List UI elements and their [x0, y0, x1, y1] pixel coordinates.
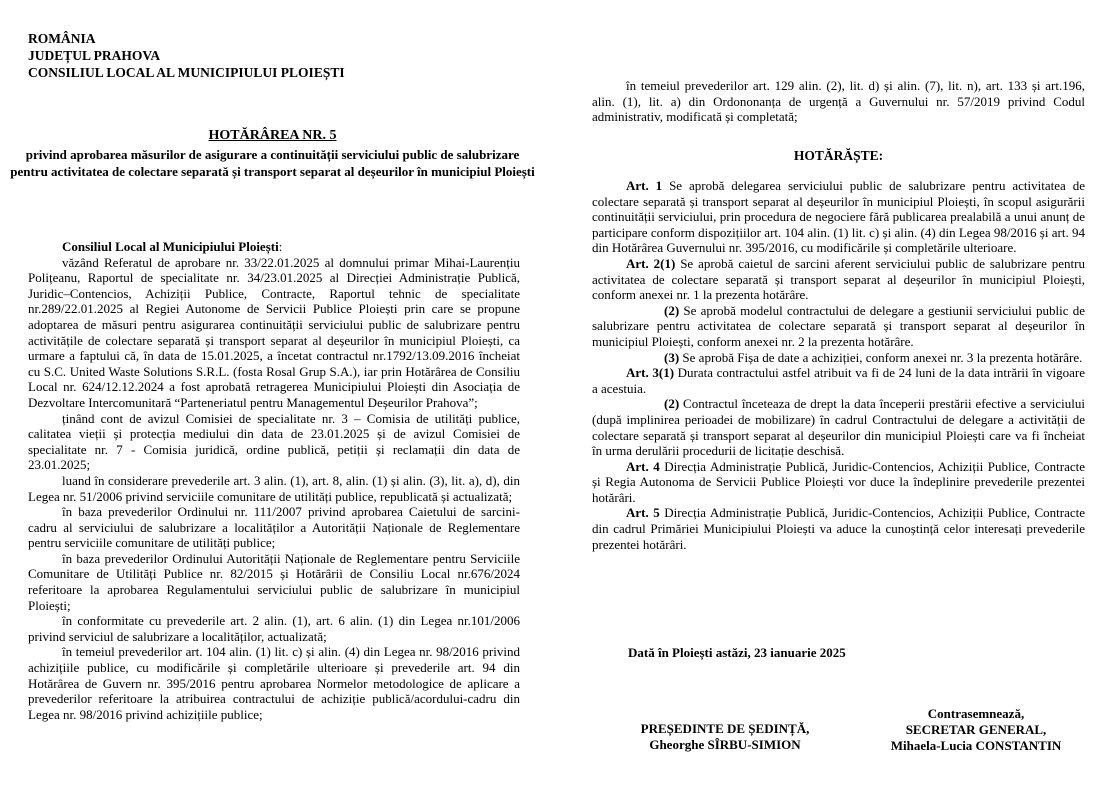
article-1-text: Se aprobă delegarea serviciului public de salubrizare pentru activitatea de colectare separată și transport separat al deșeurilor în municipiul Ploiești, în scopul asigurării continuității serviciului, prin procedura de negociere fără publicarea prealabilă a unui anunț de participare conform dispozițiilor art. 104 alin. (1) lit. c) și alin. (4) din Legea 98/2016 și art. 94 din Hotărârea Guvernului nr. 395/2016, cu modificările și completările ulterioare. — [592, 178, 1085, 256]
preamble-paragraph-1: văzând Referatul de aprobare nr. 33/22.01.2025 al domnului primar Mihai-Laurențiu Polițeanu, Raportul de specialitate nr. 34/23.01.2025 al Direcției Administrație Publică, Juridic–Contencios, Achiziții Publice, Contracte, Raportul tehnic de specialitate nr.289/22.01.2025 al Regiei Autonome de Servicii Publice Ploiești prin care se propune adoptarea de măsuri pentru asigurarea continuității serviciului public de salubrizare pentru activitățile de colectare separată și transport separat al deșeurilor în municipiul Ploiești, ca urmare a faptului că, în data de 15.01.2025, a încetat contractul nr.1792/13.09.2016 încheiat cu S.C. United Waste Solutions S.R.L. (fosta Rosal Grup S.A.), iar prin Hotărârea de Consiliu Local nr. 624/12.12.2024 a fost aprobată retragerea Municipiului Ploiești din Asociația de Dezvoltare Intercomunitară “Parteneriatul pentru Managementul Deșeurilor Prahova”; — [28, 254, 520, 410]
intro-colon: : — [278, 239, 283, 254]
article-2-label: Art. 2(1) — [626, 255, 676, 271]
secretary-name: Mihaela-Lucia CONSTANTIN — [890, 738, 1062, 753]
article-1-label: Art. 1 — [626, 178, 663, 193]
decision-number: HOTĂRÂREA NR. 5 — [208, 128, 337, 143]
document-header — [28, 30, 345, 81]
article-2-2 — [592, 303, 1085, 350]
president-signature-block — [625, 721, 825, 753]
article-2-3 — [592, 350, 1085, 366]
article-2-text: Se aprobă caietul de sarcini aferent serviciului public de salubrizare pentru activitatea de colectare separată și transport separat al deșeurilor în municipiul Ploiești, conform anexei nr. 1 la prezenta hotărâre. — [592, 255, 1085, 303]
article-3-text: Durata contractului astfel atribuit va fi de 24 luni de la data intrării în vigoare a acestuia. — [592, 365, 1085, 396]
article-5 — [592, 505, 1085, 552]
article-4-label: Art. 4 — [626, 458, 660, 474]
preamble-paragraph-2: ținând cont de avizul Comisiei de specialitate nr. 3 – Comisia de utilități publice, calitatea vieții și protecția mediului din data de 23.01.2025 și de avizul Comisiei de specialitate nr. 7 - Comisia juridică, ordine publică, petiții și reclamații din data de 23.01.2025; — [28, 410, 520, 473]
article-4 — [592, 459, 1085, 506]
preamble-paragraph-8: în temeiul prevederilor art. 129 alin. (2), lit. d) și alin. (7), lit. n), art. 133 și art.196, alin. (1), lit. a) din Ordononanța de urgență a Guvernului nr. 57/2019 privind Codul administrativ, modificată și completată; — [592, 78, 1085, 125]
article-4-text: Direcția Administrație Publică, Juridic-Contencios, Achiziții Publice, Contracte și Regia Autonoma de Servicii Publice Ploiești vor duce la îndeplinire prevederile prezentei hotărâri. — [592, 458, 1085, 505]
president-title: PREȘEDINTE DE ȘEDINȚĂ, — [640, 721, 810, 736]
president-name: Gheorghe SÎRBU-SIMION — [649, 737, 801, 752]
article-3-2-label: (2) — [664, 396, 680, 412]
article-2-2-label: (2) — [664, 302, 680, 318]
article-3-1 — [592, 365, 1085, 396]
preamble-paragraph-7: în temeiul prevederilor art. 104 alin. (1) lit. c) și alin. (4) din Legea nr. 98/2016 privind achizițiile publice, cu modificările și completările ulterioare și prevederile art. 94 din Hotărârea de Guvern nr. 395/2016 pentru aprobarea Normelor metodologice de aplicare a prevederilor referitoare la atribuirea contractului de achiziție publică/acordului-cadru din Legea nr. 98/2016 privind achizițiile publice; — [28, 644, 520, 722]
secretary-signature-block — [878, 706, 1074, 754]
header-county: JUDEȚUL PRAHOVA — [28, 48, 161, 63]
decision-subject: privind aprobarea măsurilor de asigurare a continuității serviciului public de salubrizare pentru activitatea de colectare separată și transport separat al deșeurilor în municipiul Ploiești — [10, 147, 535, 179]
preamble-paragraph-3: luand în considerare prevederile art. 3 alin. (1), art. 8, alin. (1) și alin. (3), lit. a), d), din Legea nr. 51/2006 privind serviciile comunitare de utilități publice, republicată și actualizată; — [28, 472, 520, 504]
preamble-column — [28, 239, 520, 722]
article-3-2 — [592, 396, 1085, 458]
preamble-paragraph-6: în conformitate cu prevederile art. 2 alin. (1), art. 6 alin. (1) din Legea nr.101/2006 privind serviciul de salubrizare a localităților, actualizată; — [28, 613, 520, 644]
council-label: Consiliul Local al Municipiului Ploiești — [62, 239, 279, 254]
article-2-3-text: Se aprobă Fișa de date a achiziției, conform anexei nr. 3 la prezenta hotărâre. — [679, 349, 1083, 365]
preamble-continuation — [592, 78, 1085, 125]
secretary-title: SECRETAR GENERAL, — [905, 722, 1047, 737]
articles-column — [592, 178, 1085, 552]
header-country: ROMÂNIA — [28, 31, 96, 46]
article-3-label: Art. 3(1) — [626, 365, 675, 381]
preamble-paragraph-5: în baza prevederilor Ordinului Autorității Naționale de Reglementare pentru Serviciile Comunitare de Utilități Publice nr. 82/2015 și Hotărârii de Consiliu Local nr.676/2024 referitoare la aprobarea Regulamentului serviciului public de salubrizare în municipiul Ploiești; — [28, 550, 520, 613]
header-council: CONSILIUL LOCAL AL MUNICIPIULUI PLOIEȘTI — [28, 65, 345, 80]
decides-heading: HOTĂRĂȘTE: — [793, 148, 884, 163]
preamble-intro — [28, 239, 520, 255]
countersign-label: Contrasemnează, — [927, 706, 1025, 721]
preamble-paragraph-4: în baza prevederilor Ordinului nr. 111/2007 privind aprobarea Caietului de sarcini-cadru al serviciului de salubrizare a localităților a Autorității Naționale de Reglementare pentru serviciile comunitare de utilități publice; — [28, 504, 520, 551]
article-5-label: Art. 5 — [626, 505, 660, 521]
article-2-2-text: Se aprobă modelul contractului de delegare a gestiunii serviciului public de salubrizare pentru activitatea de colectare separată și transport separat al deșeurilor în municipiul Ploiești, conform anexei nr. 2 la prezenta hotărâre. — [592, 302, 1085, 349]
article-2-1 — [592, 256, 1085, 303]
article-3-2-text: Contractul înceteaza de drept la data începerii prestării efective a serviciului (după implinirea perioadei de mobilizare) în cadrul Contractului de delegare a activității de colectare separată și transport separat al deșeurilor din municipiul Ploiești care va fi încheiat în urma derulării procedurii de licitație deschisă. — [592, 396, 1085, 459]
article-5-text: Direcția Administrație Publică, Juridic-Contencios, Achiziții Publice, Contracte din cadrul Primăriei Municipiului Ploiești va aduce la cunoștință celor interesați prevederile prezentei hotărâri. — [592, 505, 1085, 552]
article-2-3-label: (3) — [664, 349, 680, 365]
date-line: Dată în Ploiești astăzi, 23 ianuarie 2025 — [628, 645, 846, 660]
article-1 — [592, 178, 1085, 256]
